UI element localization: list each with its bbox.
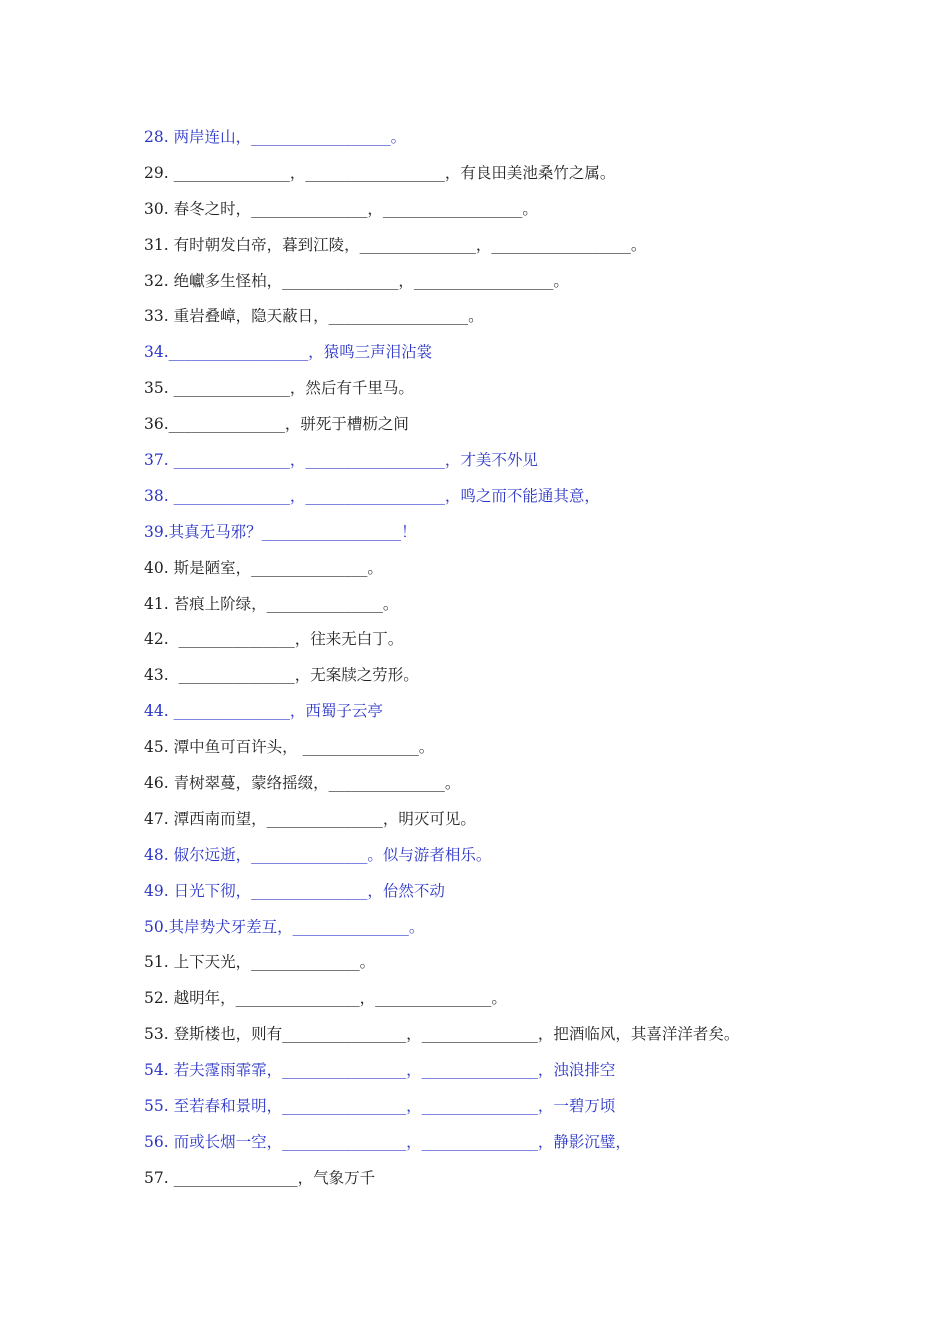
question-line: 45. 潭中鱼可百许头， _______________。: [144, 738, 435, 757]
question-line: 48. 俶尔远逝，_______________。似与游者相乐。: [144, 845, 492, 864]
question-line: 44. _______________，西蜀子云亭: [144, 702, 383, 721]
question-line: 41. 苔痕上阶绿，_______________。: [144, 594, 399, 613]
question-line: 30. 春冬之时，_______________，__________________。: [144, 199, 538, 218]
question-line: 57. ________________，气象万千: [144, 1168, 376, 1187]
question-line: 54. 若夫霪雨霏霏，________________，_______________，浊浪排空: [144, 1061, 616, 1080]
question-line: 56. 而或长烟一空，________________，_______________，静影沉璧，: [144, 1132, 631, 1151]
question-line: 34.__________________，猿鸣三声泪沾裳: [144, 343, 433, 362]
question-line: 28. 两岸连山，__________________。: [144, 128, 407, 146]
question-line: 40. 斯是陋室，_______________。: [144, 558, 383, 577]
question-line: 33. 重岩叠嶂，隐天蔽日，__________________。: [144, 307, 484, 326]
question-line: 42. _______________，往来无白丁。: [144, 630, 404, 649]
fill-in-list: [144, 124, 844, 1201]
question-line: 32. 绝巘多生怪柏，_______________，__________________。: [144, 271, 569, 290]
question-line: 31. 有时朝发白帝，暮到江陵，_______________，__________________。: [144, 235, 647, 254]
question-line: 47. 潭西南而望，_______________，明灭可见。: [144, 809, 476, 828]
question-line: 50.其岸势犬牙差互，_______________。: [144, 917, 425, 936]
question-line: 53. 登斯楼也，则有________________，_______________，把酒临风，其喜洋洋者矣。: [144, 1025, 740, 1044]
question-line: 55. 至若春和景明，________________，_______________，一碧万顷: [144, 1097, 616, 1116]
question-line: 39.其真无马邪？__________________！: [144, 522, 417, 541]
question-line: 29. _______________，__________________，有良田美池桑竹之属。: [144, 163, 616, 182]
question-line: 46. 青树翠蔓，蒙络摇缀，_______________。: [144, 774, 461, 793]
question-line: 52. 越明年，________________，_______________。: [144, 989, 507, 1008]
question-line: 37. _______________，__________________，才美不外见: [144, 451, 538, 470]
question-line: 36._______________，骈死于槽枥之间: [144, 415, 409, 434]
question-line: 35. _______________，然后有千里马。: [144, 379, 414, 398]
question-line: 43. _______________，无案牍之劳形。: [144, 666, 419, 685]
question-line: 51. 上下天光，______________。: [144, 953, 376, 972]
question-line: 38. _______________，__________________，鸣之而不能通其意，: [144, 486, 600, 505]
question-line: 49. 日光下彻，_______________，佁然不动: [144, 881, 445, 900]
